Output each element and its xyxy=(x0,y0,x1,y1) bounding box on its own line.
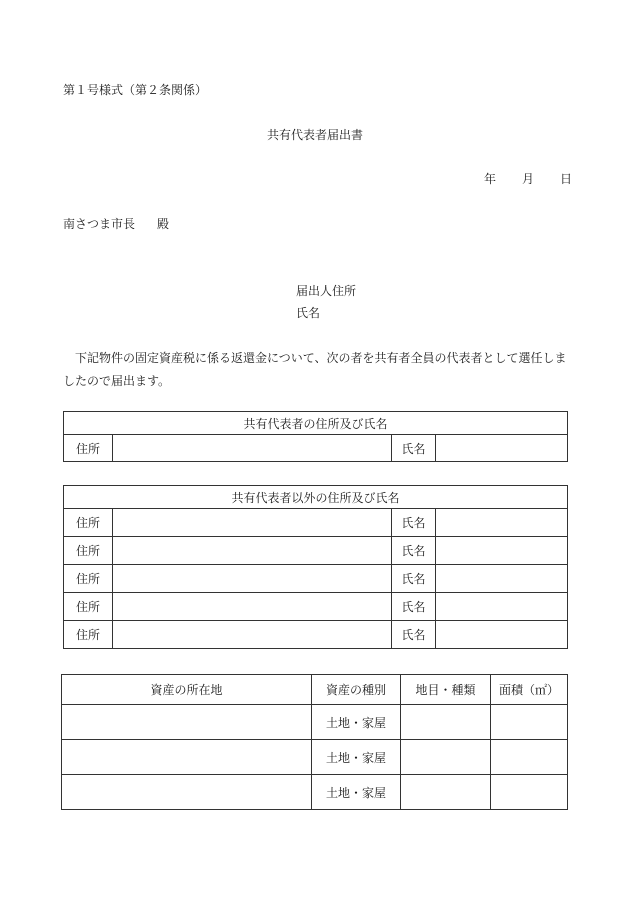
name-label: 氏名 xyxy=(392,435,436,462)
representative-table-heading: 共有代表者の住所及び氏名 xyxy=(64,412,568,435)
address-field[interactable] xyxy=(113,593,392,621)
address-label: 住所 xyxy=(64,537,113,565)
table-row xyxy=(64,509,568,537)
address-field[interactable] xyxy=(113,537,392,565)
table-row xyxy=(64,565,568,593)
name-label: 氏名 xyxy=(392,621,436,649)
recipient xyxy=(63,216,169,232)
asset-type-cell: 土地・家屋 xyxy=(312,740,401,775)
applicant-name-label: 氏名 xyxy=(296,306,321,320)
location-header: 資産の所在地 xyxy=(62,675,312,705)
name-label: 氏名 xyxy=(392,593,436,621)
assets-header-row xyxy=(62,675,568,705)
name-label: 氏名 xyxy=(392,509,436,537)
year-label: 年 xyxy=(484,172,497,186)
name-label: 氏名 xyxy=(392,537,436,565)
area-header: 面積（㎡） xyxy=(491,675,568,705)
name-field[interactable] xyxy=(436,509,568,537)
name-field[interactable] xyxy=(436,593,568,621)
area-field[interactable] xyxy=(491,705,568,740)
address-field[interactable] xyxy=(113,621,392,649)
address-label: 住所 xyxy=(64,565,113,593)
assets-table xyxy=(61,674,568,810)
land-category-field[interactable] xyxy=(401,740,491,775)
representative-table xyxy=(63,411,568,462)
table-row xyxy=(62,775,568,810)
others-table-heading: 共有代表者以外の住所及び氏名 xyxy=(64,486,568,509)
land-category-header: 地目・種類 xyxy=(401,675,491,705)
location-field[interactable] xyxy=(62,705,312,740)
date-line xyxy=(484,171,572,187)
address-field[interactable] xyxy=(113,565,392,593)
location-field[interactable] xyxy=(62,740,312,775)
recipient-honorific: 殿 xyxy=(157,217,170,231)
land-category-field[interactable] xyxy=(401,705,491,740)
name-field[interactable] xyxy=(436,537,568,565)
name-field[interactable] xyxy=(436,435,568,462)
area-field[interactable] xyxy=(491,775,568,810)
table-row xyxy=(62,740,568,775)
address-label: 住所 xyxy=(64,593,113,621)
month-label: 月 xyxy=(522,172,535,186)
address-label: 住所 xyxy=(64,435,113,462)
asset-type-cell: 土地・家屋 xyxy=(312,775,401,810)
address-label: 住所 xyxy=(64,621,113,649)
address-field[interactable] xyxy=(113,435,392,462)
table-row xyxy=(62,705,568,740)
area-field[interactable] xyxy=(491,740,568,775)
applicant-address-label: 届出人住所 xyxy=(296,284,357,298)
recipient-name: 南さつま市長 xyxy=(63,217,136,231)
asset-type-header: 資産の種別 xyxy=(312,675,401,705)
table-row xyxy=(64,537,568,565)
location-field[interactable] xyxy=(62,775,312,810)
asset-type-cell: 土地・家屋 xyxy=(312,705,401,740)
table-row xyxy=(64,621,568,649)
name-label: 氏名 xyxy=(392,565,436,593)
day-label: 日 xyxy=(560,172,573,186)
name-field[interactable] xyxy=(436,621,568,649)
table-row xyxy=(64,435,568,462)
address-label: 住所 xyxy=(64,509,113,537)
address-field[interactable] xyxy=(113,509,392,537)
others-table xyxy=(63,485,568,649)
table-row xyxy=(64,593,568,621)
document-title: 共有代表者届出書 xyxy=(266,128,363,142)
body-text: 下記物件の固定資産税に係る返還金について、次の者を共有者全員の代表者として選任しましたので届出ます。 xyxy=(63,351,567,388)
land-category-field[interactable] xyxy=(401,775,491,810)
name-field[interactable] xyxy=(436,565,568,593)
form-number: 第１号様式（第２条関係） xyxy=(63,83,208,97)
